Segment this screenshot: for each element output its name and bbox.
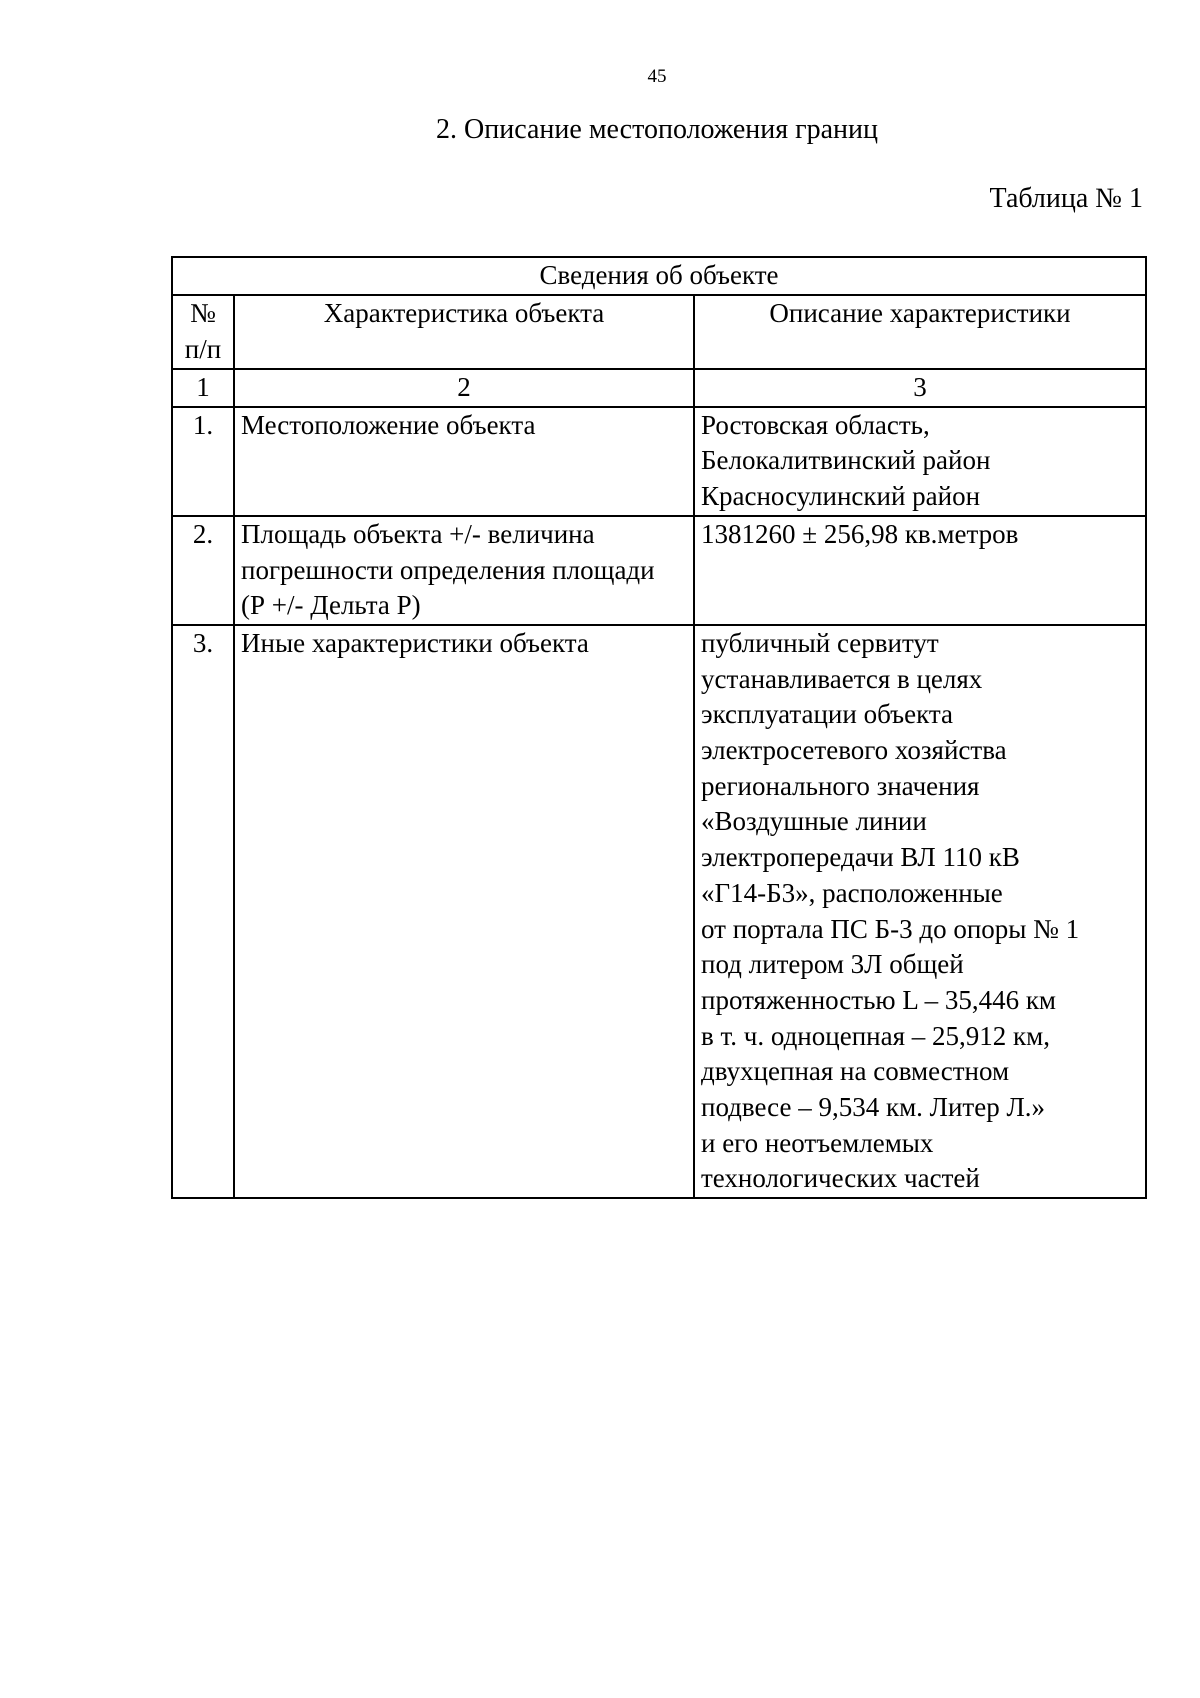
description-line: электропередачи ВЛ 110 кВ <box>701 842 1020 873</box>
description-line: «Г14-Б3», расположенные <box>701 877 1003 908</box>
description-line: «Воздушные линии <box>701 806 927 837</box>
table-row <box>172 625 1146 1198</box>
description-line: двухцепная на совместном <box>701 1056 1010 1087</box>
row-number: 3. <box>172 625 234 1198</box>
description-line: Белокалитвинский район <box>701 445 991 476</box>
row-characteristic <box>234 625 694 1198</box>
description-line: и его неотъемлемых <box>701 1127 934 1158</box>
description-line: устанавливается в целях <box>701 663 983 694</box>
column-number-3: 3 <box>694 369 1146 407</box>
column-number-1: 1 <box>172 369 234 407</box>
description-line: регионального значения <box>701 770 980 801</box>
table-row <box>172 516 1146 625</box>
header-number <box>172 295 234 369</box>
header-number-line1: № <box>190 298 216 328</box>
description-line: 1381260 ± 256,98 кв.метров <box>701 518 1019 549</box>
header-characteristic: Характеристика объекта <box>234 295 694 369</box>
header-number-line2: п/п <box>184 333 222 364</box>
description-line: под литером 3Л общей <box>701 949 964 980</box>
description-line: подвесе – 9,534 км. Литер Л.» <box>701 1092 1046 1123</box>
characteristic-line: Местоположение объекта <box>241 409 536 440</box>
section-title: 2. Описание местоположения границ <box>436 114 878 145</box>
characteristic-line: Площадь объекта +/- величина <box>241 518 595 549</box>
column-number-2: 2 <box>234 369 694 407</box>
page-number: 45 <box>647 66 667 87</box>
row-description <box>694 625 1146 1198</box>
row-number: 2. <box>172 516 234 625</box>
description-line: от портала ПС Б-3 до опоры № 1 <box>701 913 1080 944</box>
table-caption: Таблица № 1 <box>989 183 1143 214</box>
characteristic-line: Иные характеристики объекта <box>241 627 589 658</box>
description-line: в т. ч. одноцепная – 25,912 км, <box>701 1020 1050 1051</box>
description-line: технологических частей <box>701 1163 980 1194</box>
characteristic-line: (Р +/- Дельта Р) <box>241 590 421 621</box>
column-number-row <box>172 369 1146 407</box>
table-title-row <box>172 257 1146 295</box>
row-number: 1. <box>172 407 234 516</box>
description-line: публичный сервитут <box>701 627 939 658</box>
table-row <box>172 407 1146 516</box>
row-description <box>694 516 1146 625</box>
table-header-row <box>172 295 1146 369</box>
characteristic-line: погрешности определения площади <box>241 554 655 585</box>
row-characteristic <box>234 516 694 625</box>
description-line: Красносулинский район <box>701 481 981 512</box>
description-line: протяженностью L – 35,446 км <box>701 984 1057 1015</box>
description-line: эксплуатации объекта <box>701 699 953 730</box>
header-description: Описание характеристики <box>694 295 1146 369</box>
row-description <box>694 407 1146 516</box>
object-info-table <box>171 256 1147 1199</box>
table-title: Сведения об объекте <box>172 257 1146 295</box>
row-characteristic <box>234 407 694 516</box>
description-line: Ростовская область, <box>701 409 930 440</box>
description-line: электросетевого хозяйства <box>701 735 1007 766</box>
